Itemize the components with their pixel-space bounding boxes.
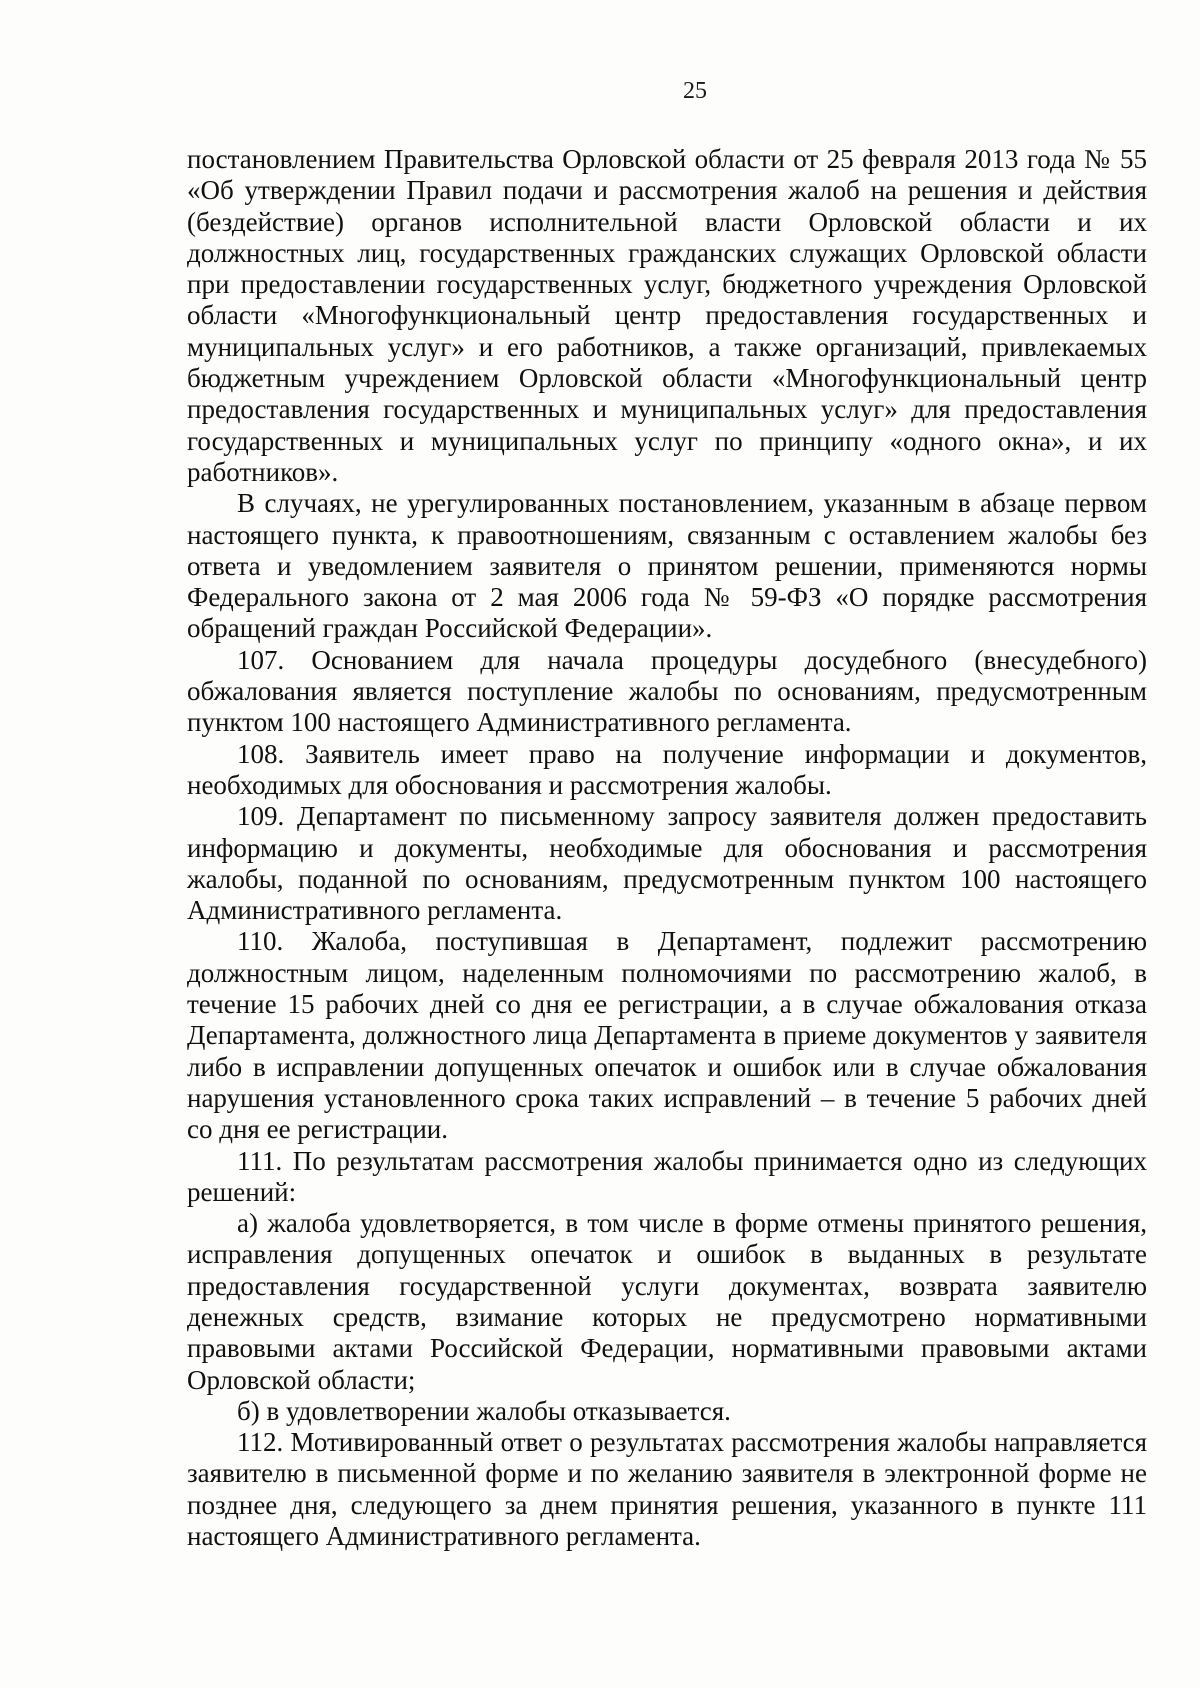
document-body: [187, 144, 1147, 1552]
paragraph-intro-continuation: постановлением Правительства Орловской области от 25 февраля 2013 года № 55 «Об утверждении Правил подачи и рассмотрения жалоб на решения и действия (бездействие) органов исполнительной власти Орловской области и их должностных лиц, государственных гражданских служащих Орловской области при предоставлении государственных услуг, бюджетного учреждения Орловской области «Многофункциональный центр предоставления государственных и муниципальных услуг» и его работников, а также организаций, привлекаемых бюджетным учреждением Орловской области «Многофункциональный центр предоставления государственных и муниципальных услуг» для предоставления государственных и муниципальных услуг по принципу «одного окна», и их работников».: [187, 144, 1147, 487]
paragraph-111-a: а) жалоба удовлетворяется, в том числе в форме отмены принятого решения, исправления допущенных опечаток и ошибок в выданных в результате предоставления государственной услуги документах, возврата заявителю денежных средств, взимание которых не предусмотрено нормативными правовыми актами Российской Федерации, нормативными правовыми актами Орловской области;: [187, 1208, 1147, 1395]
paragraph-108: 108. Заявитель имеет право на получение информации и документов, необходимых для обоснования и рассмотрения жалобы.: [187, 738, 1147, 800]
paragraph-107: 107. Основанием для начала процедуры досудебного (внесудебного) обжалования является поступление жалобы по основаниям, предусмотренным пунктом 100 настоящего Административного регламента.: [187, 644, 1147, 738]
paragraph-111: 111. По результатам рассмотрения жалобы принимается одно из следующих решений:: [187, 1145, 1147, 1207]
paragraph-111-b: б) в удовлетворении жалобы отказывается.: [237, 1395, 731, 1426]
paragraph-109: 109. Департамент по письменному запросу заявителя должен предоставить информацию и документы, необходимые для обоснования и рассмотрения жалобы, поданной по основаниям, предусмотренным пунктом 100 настоящего Административного регламента.: [187, 801, 1147, 926]
paragraph-110: 110. Жалоба, поступившая в Департамент, подлежит рассмотрению должностным лицом, наделенным полномочиями по рассмотрению жалоб, в течение 15 рабочих дней со дня ее регистрации, а в случае обжалования отказа Департамента, должностного лица Департамента в приеме документов у заявителя либо в исправлении допущенных опечаток и ошибок или в случае обжалования нарушения установленного срока таких исправлений – в течение 5 рабочих дней со дня ее регистрации.: [187, 926, 1147, 1145]
page-number: 25: [683, 78, 707, 104]
paragraph-112: 112. Мотивированный ответ о результатах рассмотрения жалобы направляется заявителю в письменной форме и по желанию заявителя в электронной форме не позднее дня, следующего за днем принятия решения, указанного в пункте 111 настоящего Административного регламента.: [187, 1427, 1147, 1552]
paragraph-unregulated-cases: В случаях, не урегулированных постановлением, указанным в абзаце первом настоящего пункта, к правоотношениям, связанным с оставлением жалобы без ответа и уведомлением заявителя о принятом решении, применяются нормы Федерального закона от 2 мая 2006 года № 59-ФЗ «О порядке рассмотрения обращений граждан Российской Федерации».: [187, 488, 1147, 644]
